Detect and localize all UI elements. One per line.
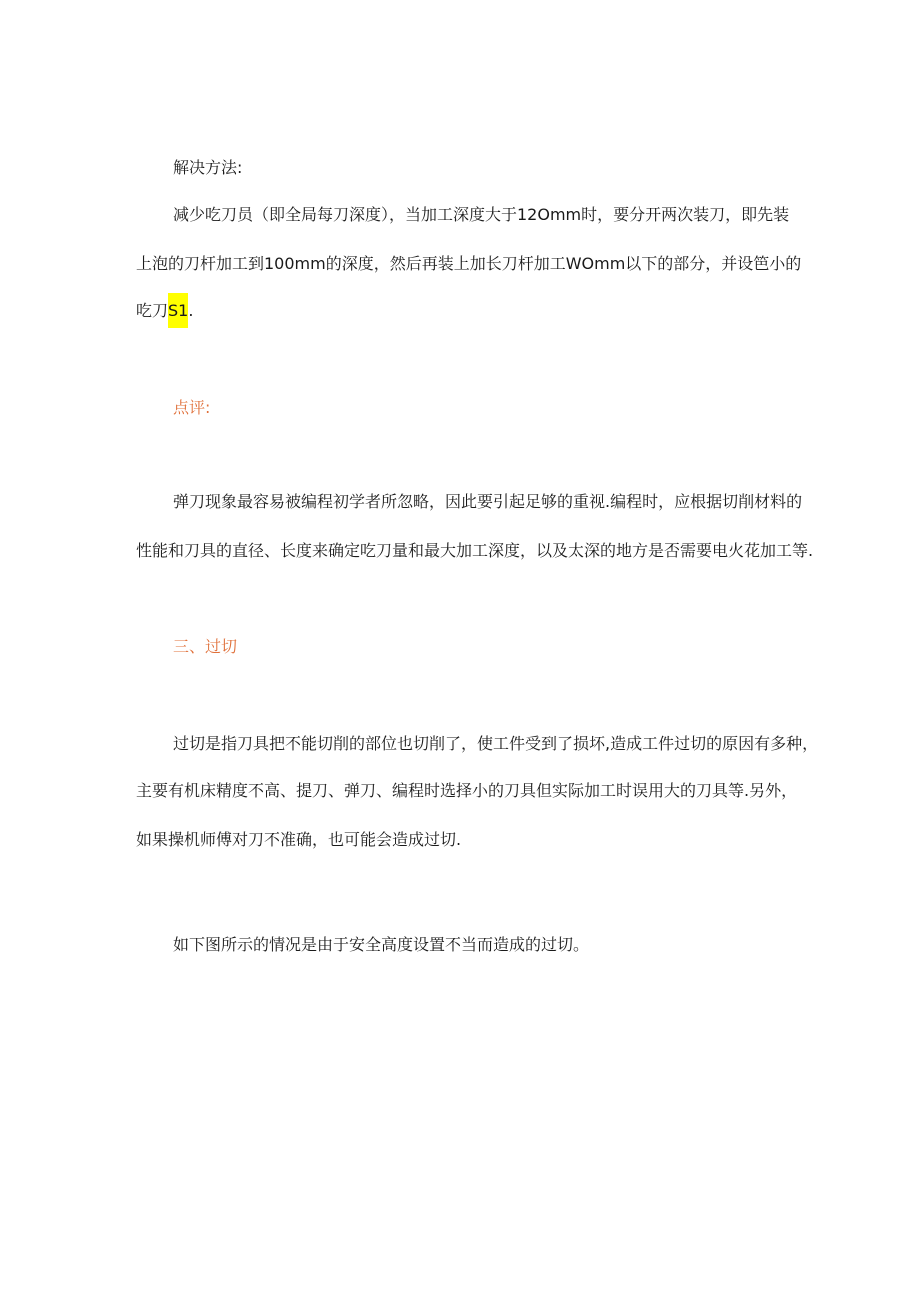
section-3-heading: 三、过切 [173, 637, 238, 656]
solution-line-2: 上泡的刀杆加工到100mm的深度，然后再装上加长刀杆加工WOmm以下的部分，并设笆小的 [136, 254, 802, 273]
comment-line-2: 性能和刀具的直径、长度来确定吃刀量和最大加工深度，以及太深的地方是否需要电火花加工等. [136, 541, 814, 560]
figure-intro: 如下图所示的情况是由于安全高度设置不当而造成的过切。 [173, 935, 590, 954]
section-3-line-3: 如果操机师傅对刀不准确，也可能会造成过切. [136, 830, 462, 849]
solution-line-1: 减少吃刀员（即全局每刀深度），当加工深度大于12Omm时，要分开两次装刀，即先装 [173, 205, 790, 224]
comment-heading: 点评: [173, 398, 211, 417]
solution-line-3-suffix: . [188, 301, 194, 320]
section-3-line-1: 过切是指刀具把不能切削的部位也切削了，使工件受到了损坏,造成工件过切的原因有多种， [173, 734, 819, 753]
highlighted-text: S1 [168, 293, 188, 328]
solution-line-3-prefix: 吃刀 [136, 301, 169, 320]
section-3-line-2: 主要有机床精度不高、提刀、弹刀、编程时选择小的刀具但实际加工时误用大的刀具等.另外， [136, 781, 798, 800]
solution-heading: 解决方法: [173, 158, 243, 177]
solution-line-3 [136, 300, 193, 322]
comment-line-1: 弹刀现象最容易被编程初学者所忽略，因此要引起足够的重视.编程时，应根据切削材料的 [173, 492, 803, 511]
